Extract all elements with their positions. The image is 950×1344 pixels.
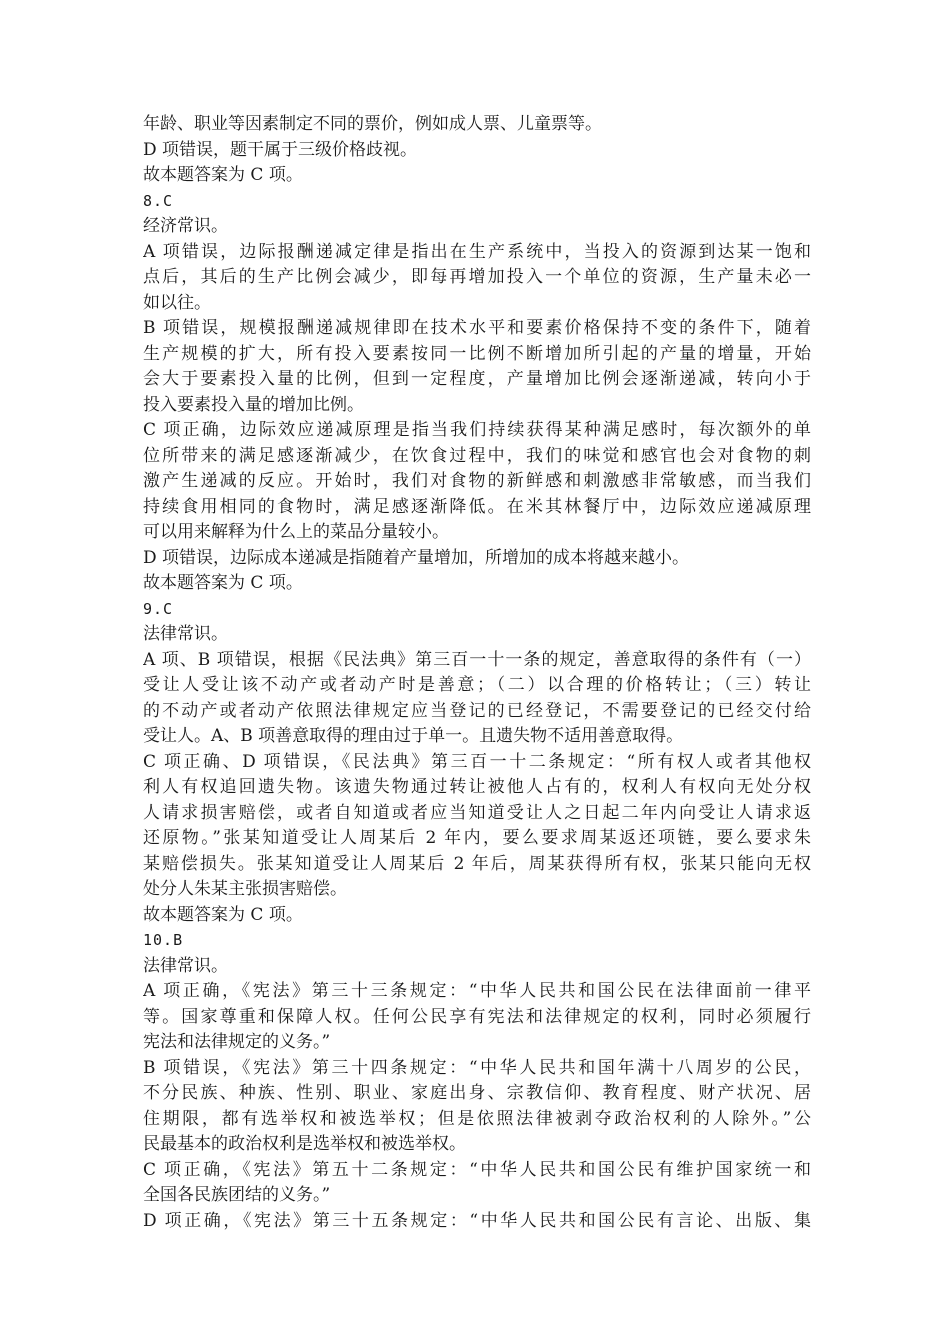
text-line: C 项正确，边际效应递减原理是指当我们持续获得某种满足感时，每次额外的单 <box>143 420 811 440</box>
question-number: 8.C <box>143 191 174 210</box>
text-line: 的不动产或者动产依照法律规定应当登记的已经登记，不需要登记的已经交付给 <box>143 700 811 721</box>
text-line: 住期限，都有选举权和被选举权；但是依照法律被剥夺政治权利的人除外。”公 <box>143 1108 811 1129</box>
text-line: 某赔偿损失。张某知道受让人周某后 2 年后，周某获得所有权，张某只能向无权 <box>143 853 811 874</box>
text-line: 受让人受让该不动产或者动产时是善意；（二）以合理的价格转让；（三）转让 <box>143 675 811 695</box>
question-category: 法律常识。 <box>143 955 228 976</box>
text-line: 人请求损害赔偿，或者自知道或者应当知道受让人之日起二年内向受让人请求返 <box>143 802 811 823</box>
text-line: 故本题答案为 C 项。 <box>143 573 303 593</box>
text-line: 持续食用相同的食物时，满足感逐渐降低。在米其林餐厅中，边际效应递减原理 <box>143 496 811 517</box>
text-line: C 项正确、D 项错误，《民法典》第三百一十二条规定：“所有权人或者其他权 <box>143 751 811 772</box>
text-line: 生产规模的扩大，所有投入要素按同一比例不断增加所引起的产量的增量，开始 <box>143 343 811 364</box>
text-line: 处分人朱某主张损害赔偿。 <box>143 879 347 899</box>
question-number: 10.B <box>143 931 184 949</box>
text-line: 如以往。 <box>143 292 211 313</box>
text-line: 不分民族、种族、性别、职业、家庭出身、宗教信仰、教育程度、财产状况、居 <box>143 1083 811 1103</box>
text-line: 全国各民族团结的义务。” <box>143 1185 331 1205</box>
text-line: B 项错误，《宪法》第三十四条规定：“中华人民共和国年满十八周岁的公民， <box>143 1057 811 1078</box>
question-category: 经济常识。 <box>143 216 228 236</box>
text-line: 激产生递减的反应。开始时，我们对食物的新鲜感和刺激感非常敏感，而当我们 <box>143 471 811 491</box>
question-category: 法律常识。 <box>143 624 228 644</box>
text-line: A 项、B 项错误，根据《民法典》第三百一十一条的规定，善意取得的条件有（一） <box>143 649 811 670</box>
text-line: 位所带来的满足感逐渐减少，在饮食过程中，我们的味觉和感官也会对食物的刺 <box>143 445 811 466</box>
text-line: 民最基本的政治权利是选举权和被选举权。 <box>143 1134 466 1154</box>
document-body <box>143 112 811 1234</box>
text-line: 会大于要素投入量的比例，但到一定程度，产量增加比例会逐渐递减，转向小于 <box>143 369 811 389</box>
text-line: 还原物。”张某知道受让人周某后 2 年内，要么要求周某返还项链，要么要求朱 <box>143 828 811 848</box>
text-line: 点后，其后的生产比例会减少，即每再增加投入一个单位的资源，生产量未必一 <box>143 267 811 287</box>
text-line: D 项错误，边际成本递减是指随着产量增加，所增加的成本将越来越小。 <box>143 547 690 568</box>
text-line: A 项错误，边际报酬递减定律是指出在生产系统中，当投入的资源到达某一饱和 <box>143 241 811 262</box>
text-line: 可以用来解释为什么上的菜品分量较小。 <box>143 522 449 542</box>
text-line: 受让人。A、B 项善意取得的理由过于单一。且遗失物不适用善意取得。 <box>143 726 684 746</box>
text-line: C 项正确，《宪法》第五十二条规定：“中华人民共和国公民有维护国家统一和 <box>143 1159 811 1180</box>
text-line: 宪法和法律规定的义务。” <box>143 1032 331 1052</box>
text-line: 等。国家尊重和保障人权。任何公民享有宪法和法律规定的权利，同时必须履行 <box>143 1006 811 1027</box>
text-line: 故本题答案为 C 项。 <box>143 165 303 185</box>
text-line: 年龄、职业等因素制定不同的票价，例如成人票、儿童票等。 <box>143 114 602 134</box>
text-line: D 项正确，《宪法》第三十五条规定：“中华人民共和国公民有言论、出版、集 <box>143 1210 811 1231</box>
text-line: B 项错误，规模报酬递减规律即在技术水平和要素价格保持不变的条件下，随着 <box>143 318 811 338</box>
text-line: 投入要素投入量的增加比例。 <box>143 394 364 415</box>
text-line: D 项错误，题干属于三级价格歧视。 <box>143 139 418 160</box>
text-line: 利人有权追回遗失物。该遗失物通过转让被他人占有的，权利人有权向无处分权 <box>143 777 811 797</box>
text-line: 故本题答案为 C 项。 <box>143 904 303 925</box>
text-line: A 项正确，《宪法》第三十三条规定：“中华人民共和国公民在法律面前一律平 <box>143 981 811 1001</box>
question-number: 9.C <box>143 599 174 618</box>
